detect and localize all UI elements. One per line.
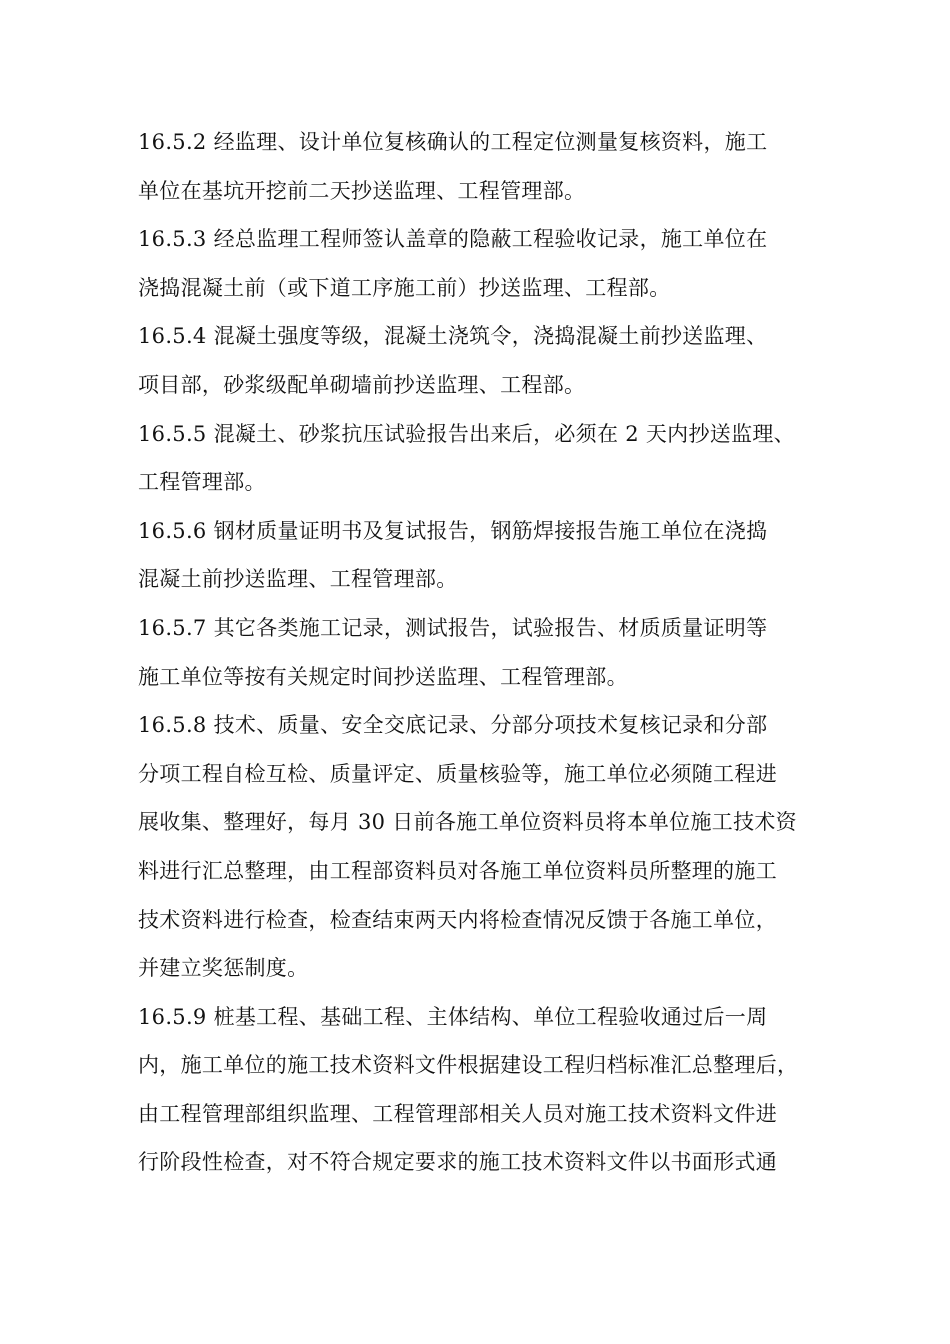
- line-16-5-5: 16.5.5 混凝土、砂浆抗压试验报告出来后，必须在 2 天内抄送监理、: [138, 421, 795, 446]
- line-16-5-2: 16.5.2 经监理、设计单位复核确认的工程定位测量复核资料，施工: [138, 130, 768, 154]
- line-16-5-3-cont: 浇捣混凝土前（或下道工序施工前）抄送监理、工程部。: [138, 275, 671, 300]
- line-16-5-9-cont-1: 内，施工单位的施工技术资料文件根据建设工程归档标准汇总整理后，: [138, 1053, 799, 1078]
- line-16-5-5-cont: 工程管理部。: [138, 470, 266, 495]
- line-16-5-3: 16.5.3 经总监理工程师签认盖章的隐蔽工程验收记录，施工单位在: [138, 227, 768, 252]
- line-16-5-2-cont: 单位在基坑开挖前二天抄送监理、工程管理部。: [138, 178, 586, 203]
- line-16-5-4: 16.5.4 混凝土强度等级，混凝土浇筑令，浇捣混凝土前抄送监理、: [138, 324, 768, 349]
- line-16-5-8: 16.5.8 技术、质量、安全交底记录、分部分项技术复核记录和分部: [138, 713, 768, 738]
- line-16-5-9: 16.5.9 桩基工程、基础工程、主体结构、单位工程验收通过后一周: [138, 1004, 768, 1029]
- line-16-5-4-cont: 项目部，砂浆级配单砌墙前抄送监理、工程部。: [138, 372, 586, 397]
- line-16-5-8-cont-5: 并建立奖惩制度。: [138, 956, 309, 981]
- line-16-5-8-cont-4: 技术资料进行检查，检查结束两天内将检查情况反馈于各施工单位，: [138, 907, 777, 932]
- line-16-5-9-cont-2: 由工程管理部组织监理、工程管理部相关人员对施工技术资料文件进: [138, 1101, 777, 1126]
- line-16-5-8-cont-1: 分项工程自检互检、质量评定、质量核验等，施工单位必须随工程进: [138, 761, 777, 786]
- line-16-5-6-cont: 混凝土前抄送监理、工程管理部。: [138, 567, 458, 592]
- line-16-5-8-cont-2: 展收集、整理好，每月 30 日前各施工单位资料员将本单位施工技术资: [138, 810, 797, 835]
- line-16-5-8-cont-3: 料进行汇总整理，由工程部资料员对各施工单位资料员所整理的施工: [138, 858, 777, 883]
- line-16-5-7-cont: 施工单位等按有关规定时间抄送监理、工程管理部。: [138, 664, 628, 689]
- line-16-5-9-cont-3: 行阶段性检查，对不符合规定要求的施工技术资料文件以书面形式通: [138, 1150, 777, 1175]
- document-body: [138, 118, 828, 1187]
- line-16-5-7: 16.5.7 其它各类施工记录，测试报告，试验报告、材质质量证明等: [138, 615, 768, 640]
- line-16-5-6: 16.5.6 钢材质量证明书及复试报告，钢筋焊接报告施工单位在浇捣: [138, 518, 768, 543]
